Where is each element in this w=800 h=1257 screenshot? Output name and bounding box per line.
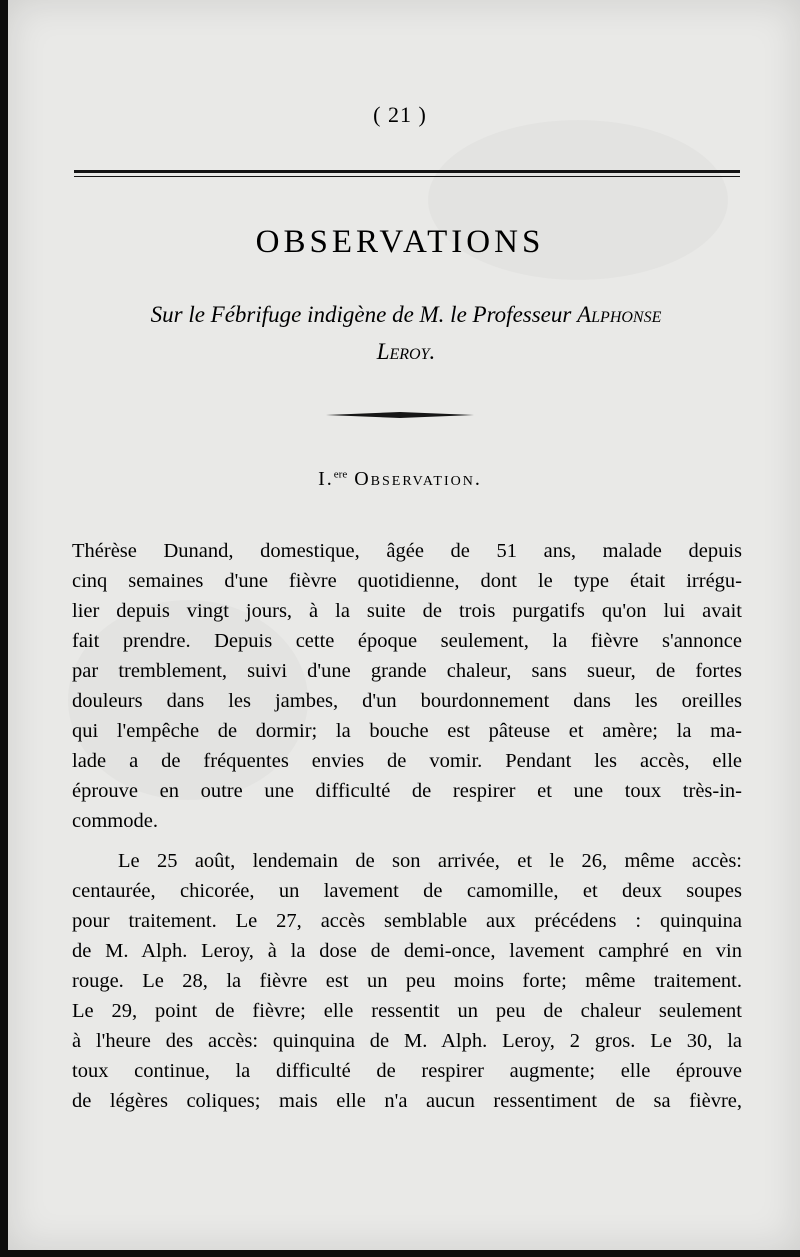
observation-word: Observation. (354, 468, 482, 490)
subtitle-end: . (429, 339, 436, 364)
text-line: pour traitement. Le 27, accès semblable aux précédens : quinquina (72, 910, 742, 932)
text-line: lade a de fréquentes envies de vomir. Pendant les accès, elle (72, 750, 742, 772)
text-line: Le 25 août, lendemain de son arrivée, et le 26, même accès: (118, 850, 742, 872)
text-line: toux continue, la difficulté de respirer augmente; elle éprouve (72, 1060, 742, 1082)
text-line: centaurée, chicorée, un lavement de camomille, et deux soupes (72, 880, 742, 902)
paragraph-2 (72, 846, 742, 1116)
header-rule (74, 170, 740, 173)
page-number: ( 21 ) (373, 102, 427, 127)
text-line: rouge. Le 28, la fièvre est un peu moins forte; même traitement. (72, 970, 742, 992)
text-line: qui l'empêche de dormir; la bouche est pâteuse et amère; la ma- (72, 720, 742, 742)
text-line: douleurs dans les jambes, d'un bourdonnement dans les oreilles (72, 690, 742, 712)
subtitle-prefix: Sur le Fébrifuge indigène de M. le Professeur (150, 302, 578, 327)
text-line: de M. Alph. Leroy, à la dose de demi-once, lavement camphré en vin (72, 940, 742, 962)
text-line: Thérèse Dunand, domestique, âgée de 51 ans, malade depuis (72, 540, 742, 562)
text-line: fait prendre. Depuis cette époque seulement, la fièvre s'annonce (72, 630, 742, 652)
text-line: commode. (72, 810, 158, 832)
subtitle (70, 296, 742, 370)
subtitle-name-first: Alphonse (577, 302, 662, 327)
text-line: cinq semaines d'une fièvre quotidienne, dont le type était irrégu- (72, 570, 742, 592)
observation-sup: ere (333, 468, 348, 481)
ornament-rule (326, 412, 474, 418)
observation-heading (0, 468, 800, 491)
page-title: OBSERVATIONS (255, 224, 545, 260)
observation-number: I. (318, 468, 334, 490)
paragraph-1 (72, 536, 742, 836)
header-rule-thin (74, 176, 740, 177)
text-line: lier depuis vingt jours, à la suite de trois purgatifs qu'on lui avait (72, 600, 742, 622)
subtitle-name-last: Leroy (376, 339, 430, 364)
text-line: éprouve en outre une difficulté de respirer et une toux très-in- (72, 780, 742, 802)
text-line: par tremblement, suivi d'une grande chaleur, sans sueur, de fortes (72, 660, 742, 682)
text-line: à l'heure des accès: quinquina de M. Alph. Leroy, 2 gros. Le 30, la (72, 1030, 742, 1052)
text-line: de légères coliques; mais elle n'a aucun ressentiment de sa fièvre, (72, 1090, 742, 1112)
text-line: Le 29, point de fièvre; elle ressentit un peu de chaleur seulement (72, 1000, 742, 1022)
